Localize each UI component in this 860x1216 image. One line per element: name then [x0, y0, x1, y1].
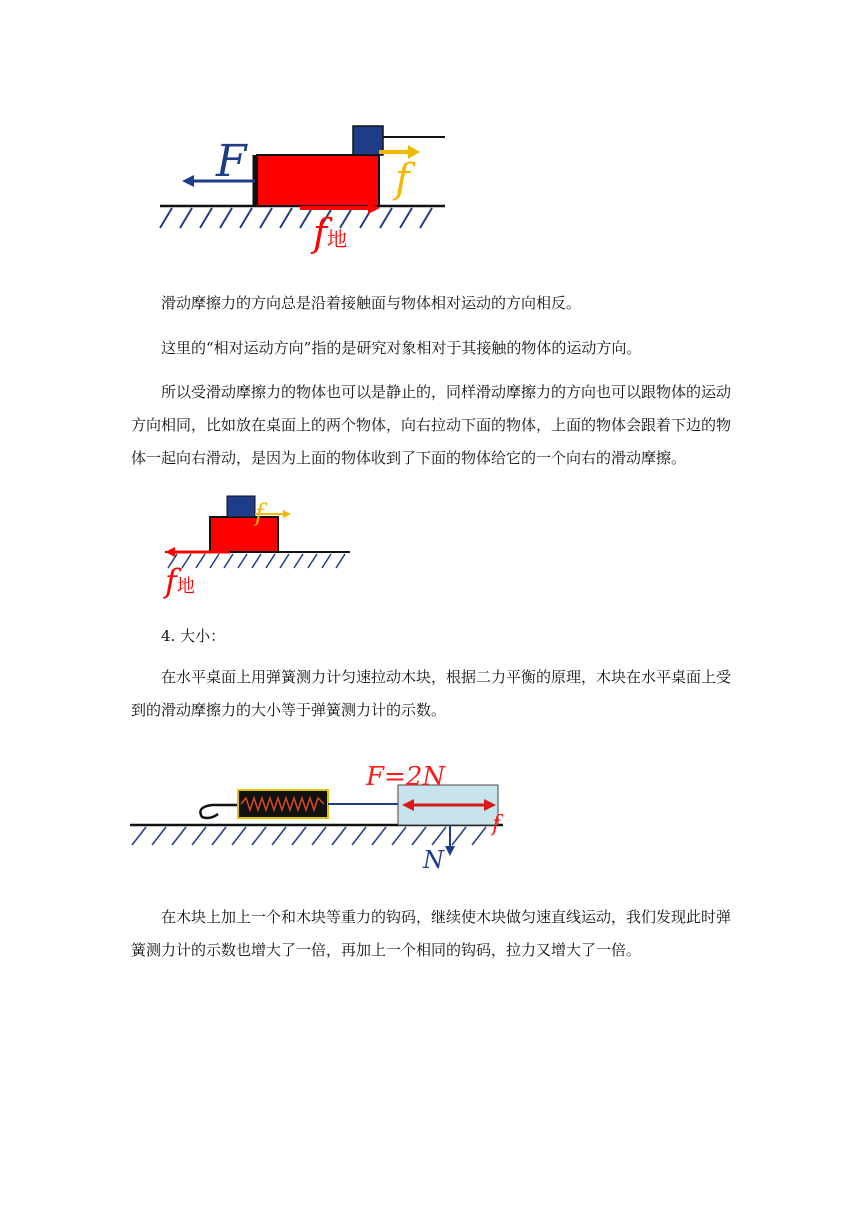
paragraph-direction: 滑动摩擦力的方向总是沿着接触面与物体相对运动的方向相反。 [161, 294, 582, 312]
figure-1-friction-diagram [150, 118, 460, 258]
navy-block [353, 126, 383, 155]
paragraph-weight-experiment: 在木块上加上一个和木块等重力的钩码，继续使木块做匀速直线运动，我们发现此时弹簧测力计的示数也增大了一倍，再加上一个相同的钩码，拉力又增大了一倍。 [131, 908, 732, 959]
section-heading-magnitude: 4. 大小： [161, 627, 226, 645]
navy-block-2 [227, 496, 255, 517]
ground-friction-label-2 [163, 562, 195, 600]
friction-f-label-2: f [255, 499, 264, 527]
ground-hatching [160, 208, 432, 228]
paragraph-spring-scale: 在水平桌面上用弹簧测力计匀速拉动木块，根据二力平衡的原理，木块在水平桌面上受到的滑动摩擦力的大小等于弹簧测力计的示数。 [131, 668, 732, 719]
normal-force-label: N [423, 846, 444, 874]
friction-f-label-3: f [492, 812, 501, 837]
ground-friction-label-f: f [313, 211, 328, 255]
paragraph-relative-motion: 这里的“相对运动方向”指的是研究对象相对于其接触的物体的运动方向。 [161, 339, 642, 357]
force-F-label: F [216, 136, 247, 187]
figure-3-spring-scale-diagram [128, 760, 523, 875]
ground-hatching-3 [132, 827, 486, 845]
ground-friction-label [310, 211, 347, 255]
ground-friction-label-2-sub: 地 [176, 576, 195, 597]
ground-friction-label-sub: 地 [327, 227, 348, 251]
ground-hatching-2 [168, 554, 345, 568]
hook-icon [200, 805, 238, 818]
paragraph-example: 所以受滑动摩擦力的物体也可以是静止的，同样滑动摩擦力的方向也可以跟物体的运动方向相同，比如放在桌面上的两个物体，向右拉动下面的物体，上面的物体会跟着下边的物体一起向右滑动，是因为上面的物体收到了下面的物体给它的一个向右的滑动摩擦。 [131, 383, 732, 467]
force-F-label-3: F=2N [366, 762, 446, 792]
red-block [257, 155, 379, 206]
friction-f-label: f [395, 156, 410, 202]
red-block-2 [210, 517, 278, 552]
ground-friction-label-2-f: f [165, 562, 177, 600]
figure-2-friction-diagram [155, 490, 355, 605]
